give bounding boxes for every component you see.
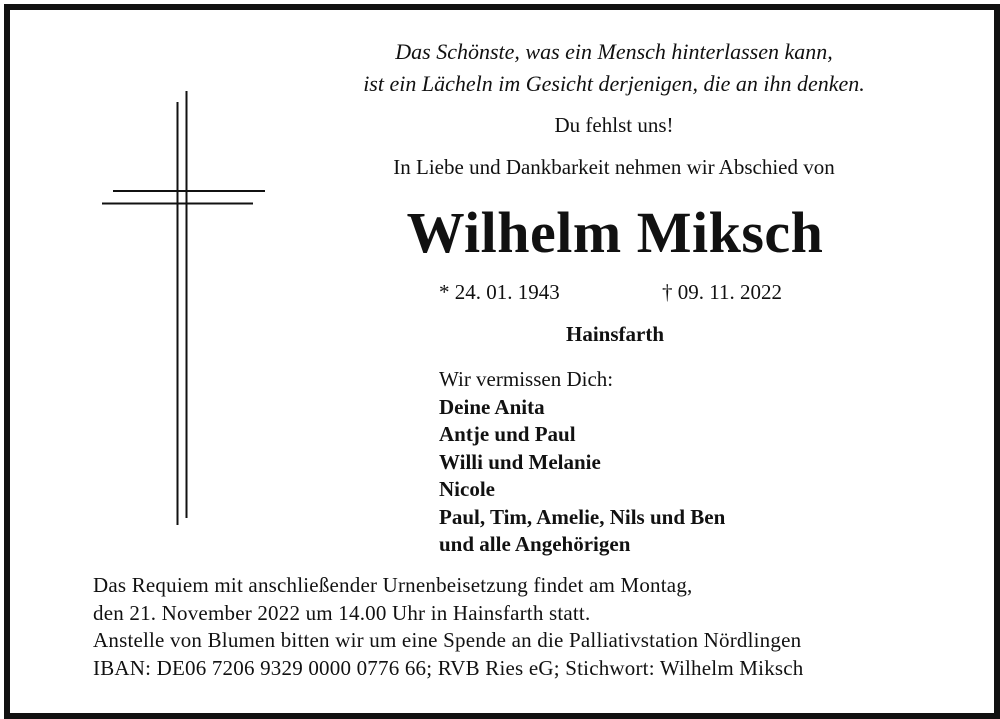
list-item: Nicole [439,477,495,501]
list-item: Paul, Tim, Amelie, Nils und Ben [439,504,726,529]
service-details [93,572,804,682]
list-item: Antje und Paul [439,422,576,446]
service-line: den 21. November 2022 um 14.00 Uhr in Hainsfarth statt. [93,600,591,625]
death-date: † 09. 11. 2022 [662,280,782,304]
farewell-text: In Liebe und Dankbarkeit nehmen wir Abschied von [393,155,835,179]
quote-line-2: ist ein Lächeln im Gesicht derjenigen, die an ihn denken. [363,71,865,96]
list-item: Deine Anita [439,394,545,419]
quote-line-1: Das Schönste, was ein Mensch hinterlassen kann, [395,39,833,64]
iban-line: IBAN: DE06 7206 9329 0000 0776 66; RVB Ries eG; Stichwort: Wilhelm Miksch [93,655,804,680]
birth-date: * 24. 01. 1943 [439,280,560,304]
place-name: Hainsfarth [565,322,665,346]
mourners-list [439,366,725,559]
mourners-intro: Wir vermissen Dich: [439,367,614,391]
miss-you-text: Du fehlst uns! [554,113,674,137]
deceased-name: Wilhelm Miksch [406,200,824,265]
donation-line: Anstelle von Blumen bitten wir um eine Spende an die Palliativstation Nördlingen [93,628,802,652]
list-item: Willi und Melanie [439,449,601,474]
service-line: Das Requiem mit anschließender Urnenbeisetzung findet am Montag, [93,573,693,597]
list-item: und alle Angehörigen [439,532,631,556]
